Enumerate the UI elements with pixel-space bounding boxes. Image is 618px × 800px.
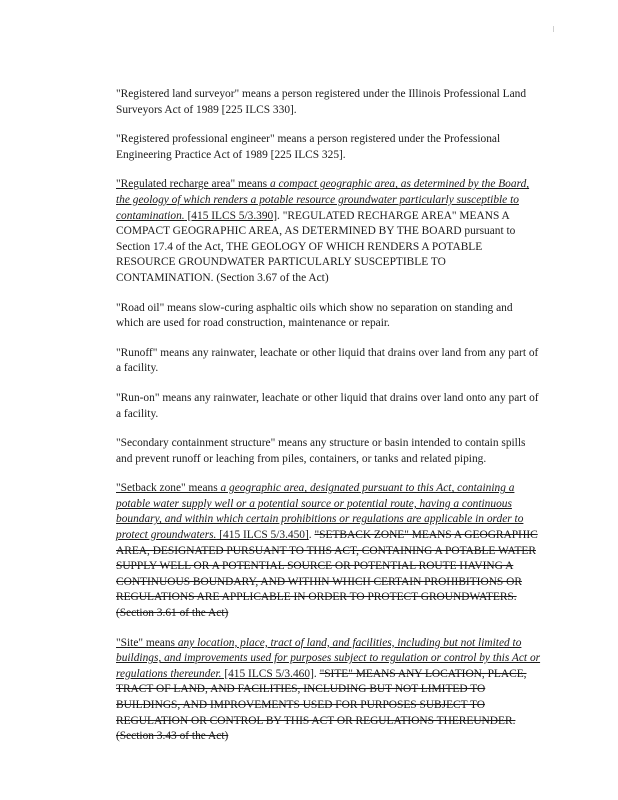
paragraph-text: "Registered land surveyor" means a person registered under the Illinois Professional Land Surveyors Act of 1989 [225 ILCS 330]. [116,88,527,116]
citation-period: . [313,667,320,680]
statutory-definition: any location, place, tract of land, and facilities, including but not limited to buildings, and improvements used for purposes subject to regulation or control by this Act or regulations thereunder. [116,636,541,680]
document-body [116,87,541,759]
definition-setback-zone [116,481,541,621]
definition-runoff [116,346,541,377]
paragraph-text: "Road oil" means slow-curing asphaltic oils which show no separation on standing and which are used for road construction, maintenance or repair. [116,301,513,330]
statutory-definition: a geographic area, designated pursuant to this Act, containing a potable water supply well or a potential source or potential route, having a continuous boundary, and within which certain prohibitions or regulations are applicable in order to protect groundwaters. [116,482,524,542]
paragraph-text: "Secondary containment structure" means any structure or basin intended to contain spills and prevent runoff or leaching from piles, containers, or tanks and related piping. [116,437,526,465]
definition-secondary-containment-structure [116,436,541,467]
definition-regulated-recharge-area [116,177,541,286]
definition-run-on [116,391,541,422]
original-text: . "REGULATED RECHARGE AREA" MEANS A COMPACT GEOGRAPHIC AREA, AS DETERMINED BY THE BOARD pursuant to Section 17.4 of the Act, THE GEOLOGY OF WHICH RENDERS A POTABLE RESOURCE GROUNDWATER PARTICULARLY SUSCEPTIBLE TO CONTAMINATION. (Section 3.67 of the Act) [116,209,516,284]
struck-text: "SITE" MEANS ANY LOCATION, PLACE, TRACT OF LAND, AND FACILITIES, INCLUDING BUT NOT LIMITED TO BUILDINGS, AND IMPROVEMENTS USED FOR PURPOSES SUBJECT TO REGULATION OR CONTROL BY THIS ACT OR REGULATIONS THEREUNDER. (Section 3.43 of the Act) [116,667,527,743]
statute-citation: [415 ILCS 5/3.450] [216,529,309,542]
citation-period: . [308,529,315,542]
struck-text: "SETBACK ZONE" MEANS A GEOGRAPHIC AREA, DESIGNATED PURSUANT TO THIS ACT, CONTAINING A POTABLE WATER SUPPLY WELL OR A POTENTIAL SOURCE OR POTENTIAL ROUTE HAVING A CONTINUOUS BOUNDARY, AND WITHIN WHICH CERTAIN PROHIBITIONS OR REGULATIONS ARE APPLICABLE IN ORDER TO PROTECT GROUNDWATERS. (Section 3.61 of the Act) [116,529,538,620]
statute-citation: [415 ILCS 5/3.390] [184,209,278,222]
defined-term: "Setback zone" means [116,482,221,495]
paragraph-text: "Run-on" means any rainwater, leachate or other liquid that drains over land onto any part of a facility. [116,391,539,420]
corner-mark [553,26,554,32]
statutory-definition: a compact geographic area, as determined by the Board, the geology of which renders a potable resource groundwater particularly susceptible to contamination. [116,178,530,222]
definition-registered-professional-engineer [116,132,541,163]
definition-site [116,636,541,745]
definition-road-oil [116,301,541,332]
defined-term: "Site" means [116,636,178,649]
definition-registered-land-surveyor [116,87,541,118]
paragraph-text: "Runoff" means any rainwater, leachate or other liquid that drains over land from any part of a facility. [116,346,539,375]
statute-citation: [415 ILCS 5/3.460] [221,667,314,680]
defined-term: "Regulated recharge area" means [116,178,270,191]
paragraph-text: "Registered professional engineer" means a person registered under the Professional Engineering Practice Act of 1989 [225 ILCS 325]. [116,133,501,161]
